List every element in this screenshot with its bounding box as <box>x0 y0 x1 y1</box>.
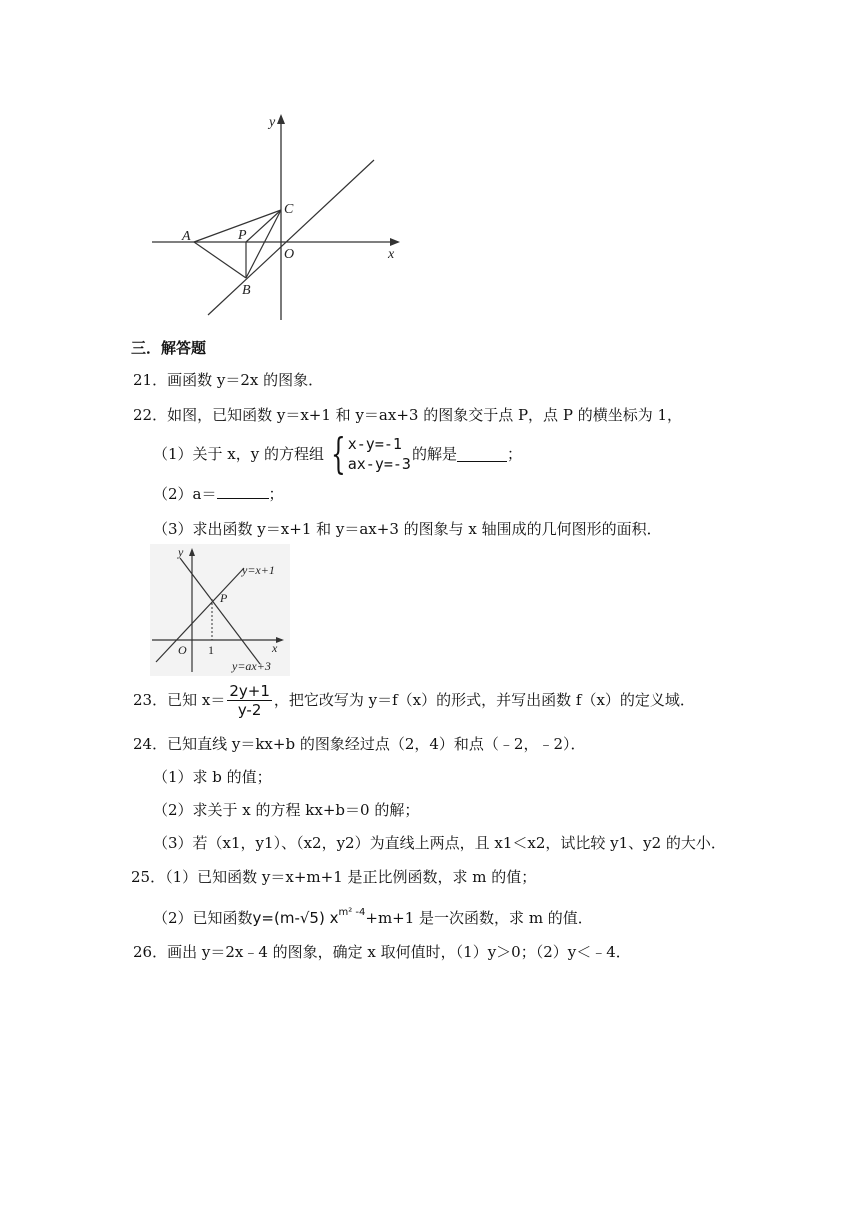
fig2-label-y: y <box>178 545 184 559</box>
function-expression: y=(m-√5) x <box>252 909 339 927</box>
question-24-part-2: （2）求关于 x 的方程 kx+b＝0 的解； <box>153 801 420 819</box>
system-equation-1: x-y=-1 <box>347 435 402 453</box>
fig2-label-x: x <box>272 641 278 655</box>
question-26-text: 画出 y＝2x﹣4 的图象，确定 x 取何值时，（1）y＞0；（2）y＜﹣4． <box>167 943 631 961</box>
fig1-label-p: P <box>238 228 247 243</box>
question-23 <box>133 680 695 720</box>
function-exponent: m² -4 <box>338 907 366 918</box>
fig1-label-c: C <box>284 202 294 217</box>
fig2-label-one: 1 <box>208 643 214 657</box>
q25-p2-suffix: +m+1 是一次函数，求 m 的值． <box>365 909 593 927</box>
q22-p1-suffix: 的解是 <box>411 445 457 463</box>
question-24 <box>133 734 586 754</box>
figure-triangle-graph <box>150 110 410 322</box>
fig2-label-line2: y=ax+3 <box>232 659 271 673</box>
question-24-part-3: （3）若（x1，y1）、（x2，y2）为直线上两点，且 x1＜x2，试比较 y1、y2 的大小． <box>153 834 726 852</box>
fig1-label-x: x <box>388 247 395 262</box>
equation-system <box>325 429 411 478</box>
q22-p1-end: ； <box>506 445 522 463</box>
question-22-part-2 <box>153 484 284 504</box>
question-25-number: 25． <box>131 868 166 886</box>
question-25-part-1: （1）已知函数 y＝x+m+1 是正比例函数，求 m 的值； <box>165 868 537 886</box>
question-22 <box>133 405 682 425</box>
question-22-part-3: （3）求出函数 y＝x+1 和 y＝ax+3 的图象与 x 轴围成的几何图形的面积． <box>153 520 662 538</box>
q23-prefix: 已知 x＝ <box>167 691 226 709</box>
brace-symbol: { <box>331 429 346 478</box>
system-equation-2: ax-y=-3 <box>347 455 411 473</box>
question-26-number: 26． <box>133 943 168 961</box>
fig1-label-y: y <box>269 115 276 130</box>
fig2-label-o: O <box>178 643 187 657</box>
question-24-number: 24． <box>133 735 168 753</box>
q25-p2-prefix: （2）已知函数 <box>153 909 253 927</box>
question-22-part-1 <box>153 429 522 478</box>
fraction-numerator: 2y+1 <box>229 681 270 700</box>
fig1-label-b: B <box>242 283 251 298</box>
question-26 <box>133 942 631 962</box>
question-22-number: 22． <box>133 406 168 424</box>
question-23-number: 23． <box>133 691 168 709</box>
question-25-part-2 <box>153 903 593 928</box>
answer-blank <box>457 447 507 462</box>
q22-p2-prefix: （2）a＝ <box>153 485 217 503</box>
question-22-text: 如图，已知函数 y＝x+1 和 y＝ax+3 的图象交于点 P，点 P 的横坐标为 1， <box>167 406 683 424</box>
q22-p2-end: ； <box>268 485 284 503</box>
figure-two-lines <box>150 544 290 676</box>
fig1-label-o: O <box>284 247 295 262</box>
question-21-text: 画函数 y＝2x 的图象． <box>167 371 324 389</box>
fig1-label-a: A <box>182 229 191 244</box>
fig2-label-p: P <box>220 591 228 605</box>
question-24-part-1: （1）求 b 的值； <box>153 768 272 786</box>
question-25 <box>131 867 536 887</box>
q22-p1-prefix: （1）关于 x，y 的方程组 <box>153 445 325 463</box>
question-21-number: 21． <box>133 371 168 389</box>
fig2-label-line1: y=x+1 <box>242 563 275 577</box>
question-21 <box>133 370 323 390</box>
question-24-text: 已知直线 y＝kx+b 的图象经过点（2，4）和点（﹣2，﹣2）． <box>167 735 586 753</box>
fraction-denominator: y-2 <box>237 700 262 719</box>
q23-suffix: ，把它改写为 y＝f（x）的形式，并写出函数 f（x）的定义域． <box>273 691 695 709</box>
fraction <box>227 682 272 719</box>
answer-blank <box>217 484 269 499</box>
section-title: 三．解答题 <box>131 339 207 357</box>
